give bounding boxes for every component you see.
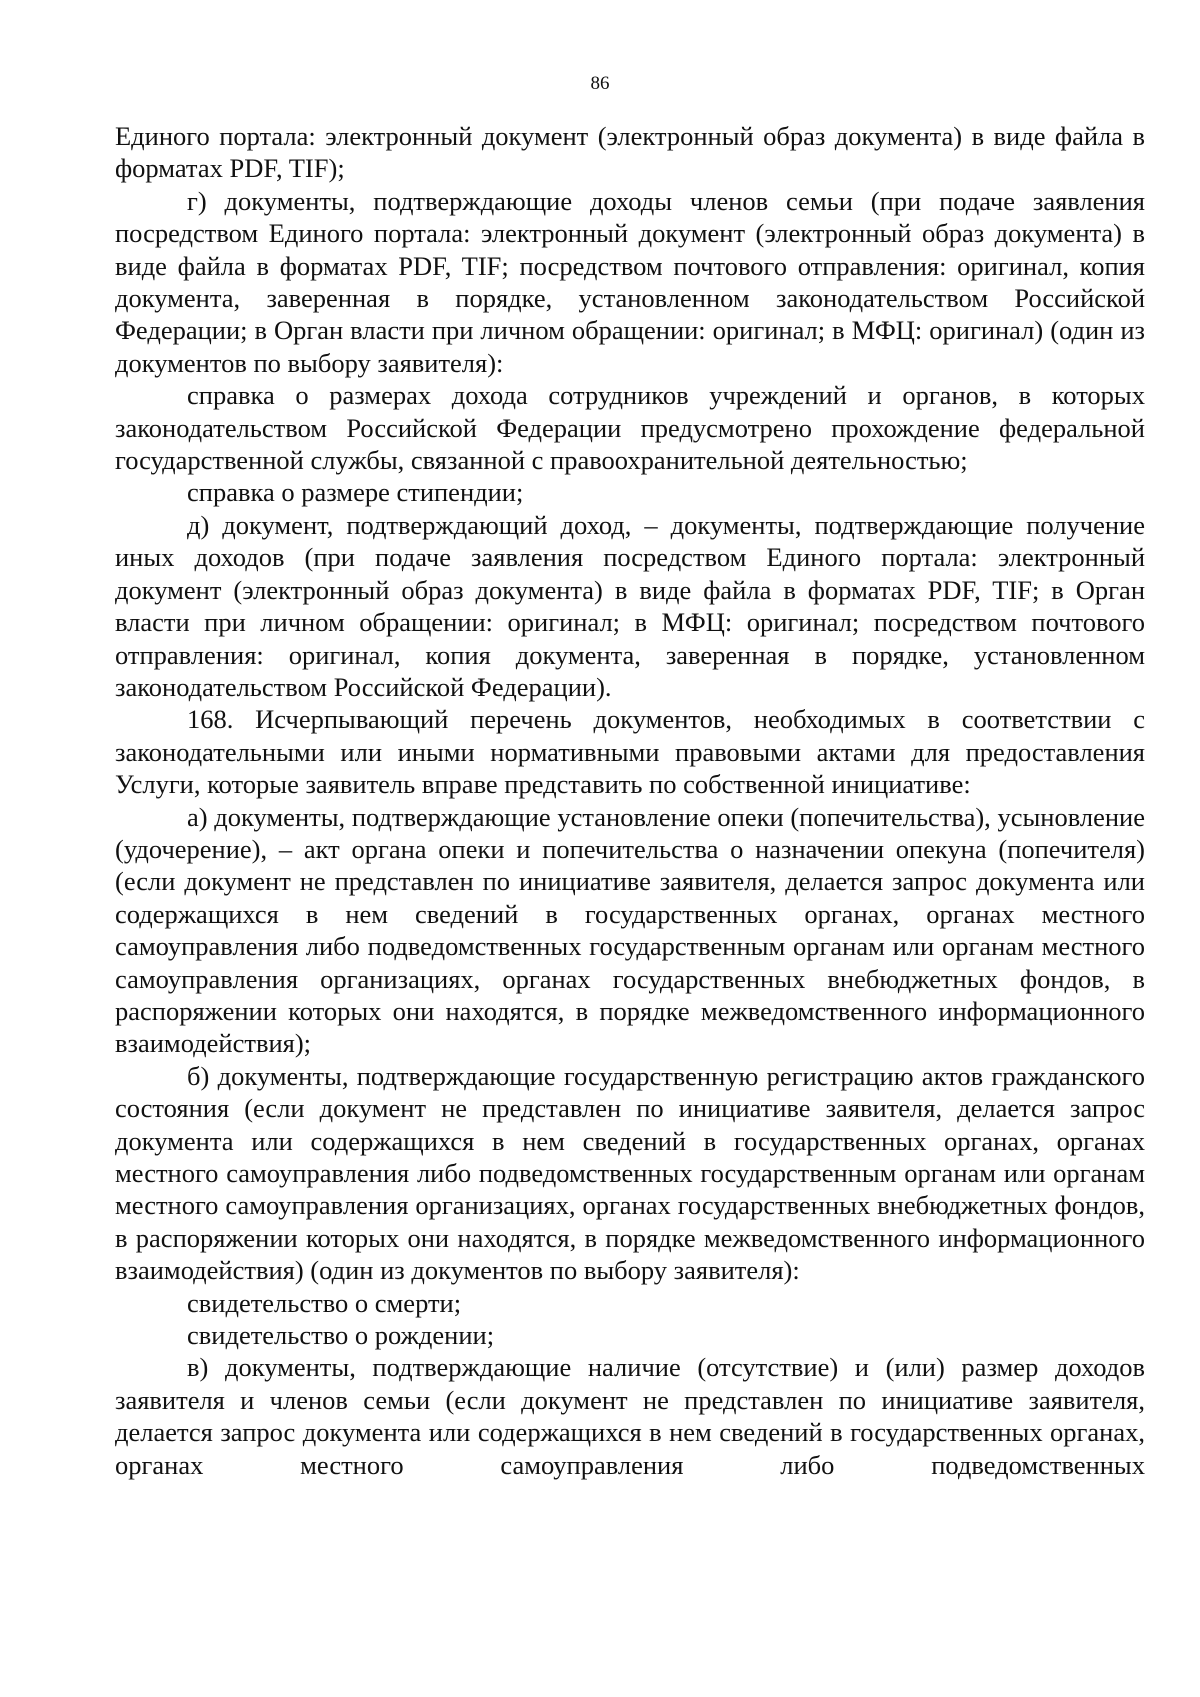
- paragraph-clause-168: 168. Исчерпывающий перечень документов, необходимых в соответствии с законодательными или иными нормативными правовыми актами для предоставления Услуги, которые заявитель вправе представить по собственной инициативе:: [115, 704, 1145, 800]
- paragraph-income-certificate: справка о размерах дохода сотрудников учреждений и органов, в которых законодательством Российской Федерации предусмотрено прохождение федеральной государственной службы, связанной с правоохранительной деятельностью;: [115, 380, 1145, 476]
- paragraph-item-a: а) документы, подтверждающие установление опеки (попечительства), усыновление (удочерение), – акт органа опеки и попечительства о назначении опекуна (попечителя) (если документ не представлен по инициативе заявителя, делается запрос документа или содержащихся в нем сведений в государственных органах, органах местного самоуправления либо подведомственных государственным органам или органам местного самоуправления организациях, органах государственных внебюджетных фондов, в распоряжении которых они находятся, в порядке межведомственного информационного взаимодействия);: [115, 801, 1145, 1059]
- document-body: [115, 120, 1145, 1481]
- paragraph-death-certificate: свидетельство о смерти;: [187, 1287, 462, 1318]
- paragraph-item-b: б) документы, подтверждающие государственную регистрацию актов гражданского состояния (если документ не представлен по инициативе заявителя, делается запрос документа или содержащихся в нем сведений в государственных органах, органах местного самоуправления либо подведомственных государственным органам или органам местного самоуправления организациях, органах государственных внебюджетных фондов, в распоряжении которых они находятся, в порядке межведомственного информационного взаимодействия) (один из документов по выбору заявителя):: [115, 1060, 1145, 1286]
- paragraph-item-v: в) документы, подтверждающие наличие (отсутствие) и (или) размер доходов заявителя и членов семьи (если документ не представлен по инициативе заявителя, делается запрос документа или содержащихся в нем сведений в государственных органах, органах местного самоуправления либо подведомственных: [115, 1352, 1145, 1480]
- paragraph-continuation: Единого портала: электронный документ (электронный образ документа) в виде файла в форматах PDF, TIF);: [115, 121, 1145, 184]
- paragraph-birth-certificate: свидетельство о рождении;: [187, 1320, 495, 1351]
- paragraph-item-d: д) документ, подтверждающий доход, – документы, подтверждающие получение иных доходов (при подаче заявления посредством Единого портала: электронный документ (электронный образ документа) в виде файла в форматах PDF, TIF; в Орган власти при личном обращении: оригинал; в МФЦ: оригинал; посредством почтового отправления: оригинал, копия документа, заверенная в порядке, установленном законодательством Российской Федерации).: [115, 509, 1145, 702]
- page-number: 86: [590, 73, 610, 94]
- paragraph-stipend-certificate: справка о размере стипендии;: [187, 477, 524, 508]
- paragraph-item-g: г) документы, подтверждающие доходы членов семьи (при подаче заявления посредством Единого портала: электронный документ (электронный образ документа) в виде файла в форматах PDF, TIF; посредством почтового отправления: оригинал, копия документа, заверенная в порядке, установленном законодательством Российской Федерации; в Орган власти при личном обращении: оригинал; в МФЦ: оригинал) (один из документов по выбору заявителя):: [115, 185, 1145, 378]
